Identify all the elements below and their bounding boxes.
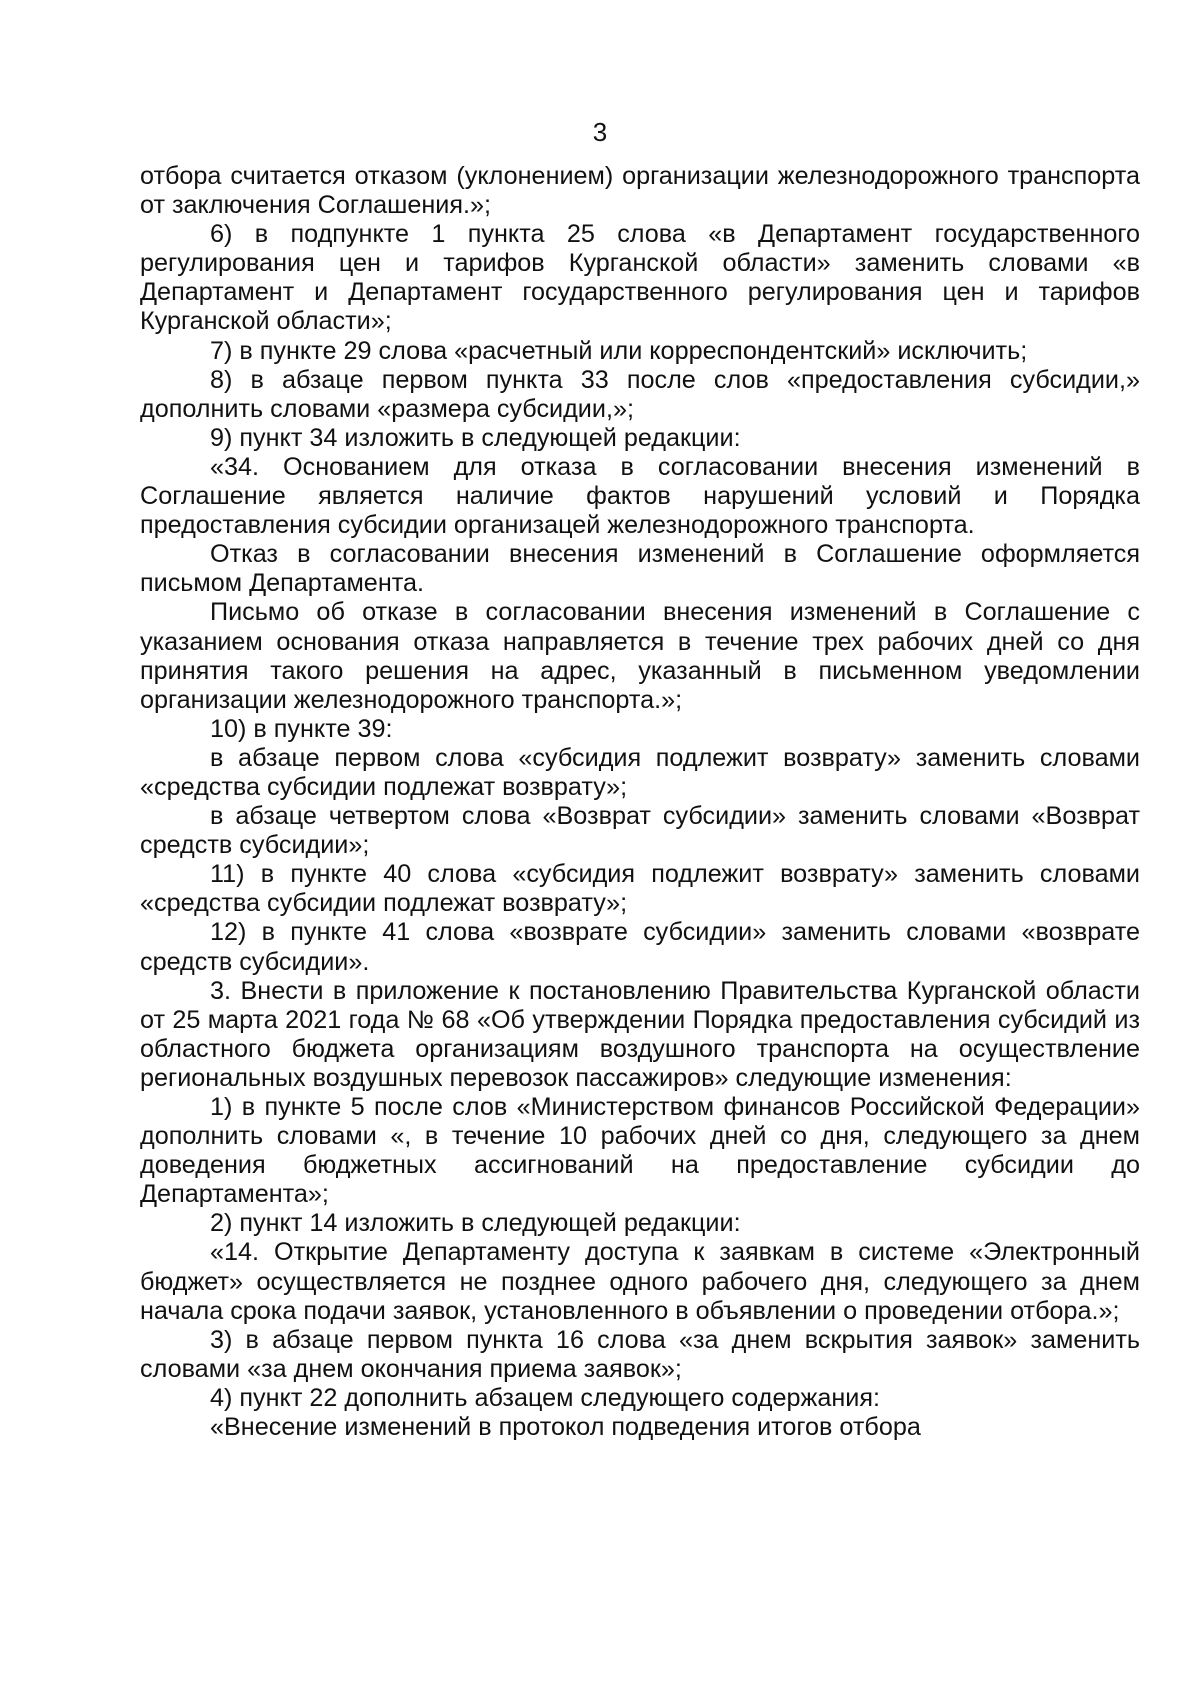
paragraph: «Внесение изменений в протокол подведения итогов отбора: [210, 1413, 921, 1442]
paragraph: 3. Внести в приложение к постановлению Правительства Курганской области от 25 марта 2021 года № 68 «Об утверждении Порядка предоставления субсидий из областного бюджета организациям воздушного транспорта на осуществление региональных воздушных перевозок пассажиров» следующие изменения:: [140, 976, 1140, 1092]
paragraph: 6) в подпункте 1 пункта 25 слова «в Департамент государственного регулирования цен и тарифов Курганской области» заменить словами «в Департамент и Департамент государственного регулирования цен и тарифов Курганской области»;: [140, 220, 1140, 336]
paragraph: Отказ в согласовании внесения изменений в Соглашение оформляется письмом Департамента.: [140, 540, 1140, 598]
paragraph: 10) в пункте 39:: [210, 714, 393, 743]
paragraph: 3) в абзаце первом пункта 16 слова «за днем вскрытия заявок» заменить словами «за днем окончания приема заявок»;: [140, 1325, 1140, 1383]
paragraph: «14. Открытие Департаменту доступа к заявкам в системе «Электронный бюджет» осуществляется не позднее одного рабочего дня, следующего за днем начала срока подачи заявок, установленного в объявлении о проведении отбора.»;: [140, 1238, 1140, 1325]
paragraph: 12) в пункте 41 слова «возврате субсидии» заменить словами «возврате средств субсидии».: [140, 918, 1140, 976]
paragraph: 7) в пункте 29 слова «расчетный или корреспондентский» исключить;: [210, 336, 1028, 365]
paragraph: Письмо об отказе в согласовании внесения изменений в Соглашение с указанием основания отказа направляется в течение трех рабочих дней со дня принятия такого решения на адрес, указанный в письменном уведомлении организации железнодорожного транспорта.»;: [140, 598, 1140, 714]
document-body: [140, 162, 1140, 1442]
paragraph: 8) в абзаце первом пункта 33 после слов «предоставления субсидии,» дополнить словами «размера субсидии,»;: [140, 365, 1140, 423]
paragraph: 2) пункт 14 изложить в следующей редакции:: [210, 1209, 741, 1238]
paragraph: 9) пункт 34 изложить в следующей редакции:: [210, 423, 741, 452]
paragraph: 11) в пункте 40 слова «субсидия подлежит возврату» заменить словами «средства субсидии подлежат возврату»;: [140, 860, 1140, 918]
paragraph: 4) пункт 22 дополнить абзацем следующего содержания:: [210, 1383, 880, 1412]
paragraph: 1) в пункте 5 после слов «Министерством финансов Российской Федерации» дополнить словами «, в течение 10 рабочих дней со дня, следующего за днем доведения бюджетных ассигнований на предоставление субсидии до Департамента»;: [140, 1093, 1140, 1209]
paragraph: «34. Основанием для отказа в согласовании внесения изменений в Соглашение является наличие фактов нарушений условий и Порядка предоставления субсидии организацей железнодорожного транспорта.: [140, 452, 1140, 540]
paragraph: отбора считается отказом (уклонением) организации железнодорожного транспорта от заключения Соглашения.»;: [140, 162, 1140, 220]
paragraph: в абзаце четвертом слова «Возврат субсидии» заменить словами «Возврат средств субсидии»;: [140, 802, 1140, 860]
paragraph: в абзаце первом слова «субсидия подлежит возврату» заменить словами «средства субсидии подлежат возврату»;: [140, 743, 1140, 801]
page-number: 3: [592, 117, 608, 147]
